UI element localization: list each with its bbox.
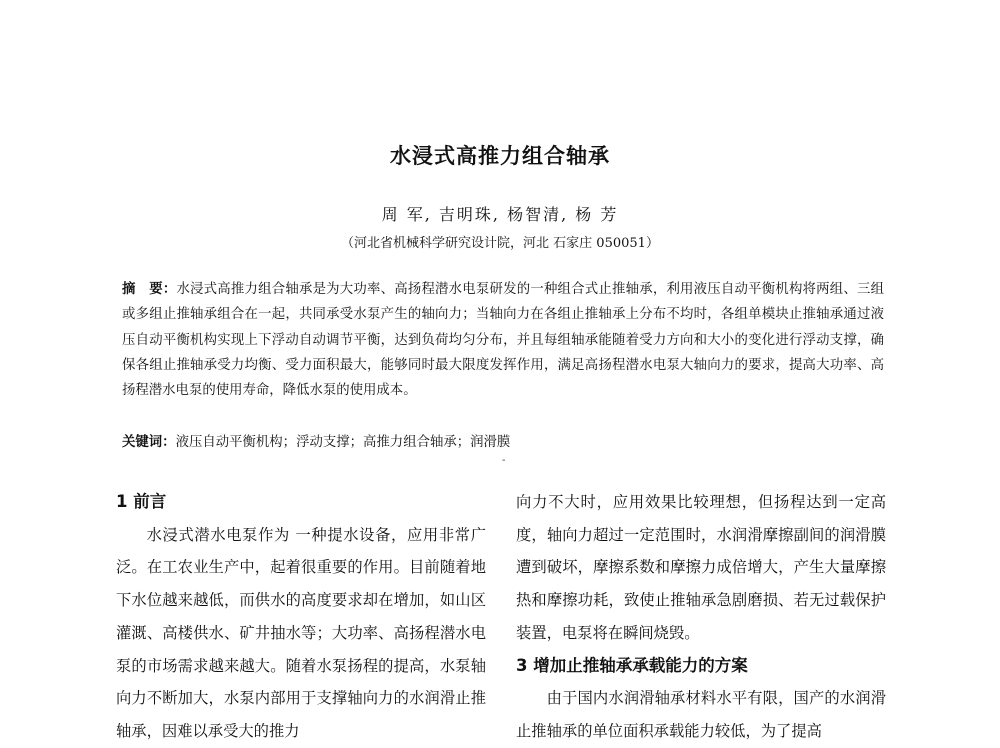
- section-heading-introduction: 1 前言: [116, 492, 167, 511]
- continued-paragraph: 向力不大时，应用效果比较理想，但扬程达到一定高度，轴向力超过一定范围时，水润滑摩擦副间的润滑膜遭到破坏，摩擦系数和摩擦力成倍增大，产生大量摩擦热和摩擦功耗，致使止推轴承急剧磨损、若无过载保护装置，电泵将在瞬间烧毁。: [516, 493, 886, 642]
- introduction-paragraph: 水浸式潜水电泵作为 一种提水设备，应用非常广泛。在工农业生产中，起着很重要的作用。目前随着地下水位越来越低，而供水的高度要求却在增加，如山区灌溉、高楼供水、矿井抽水等；大功率、高扬程潜水电泵的市场需求越来越大。随着水泵扬程的提高，水泵轴向力不断加大，水泵内部用于支撑轴向力的水润滑止推轴承，因难以承受大的推力: [116, 525, 486, 740]
- paper-title: 水浸式高推力组合轴承: [390, 144, 610, 168]
- keywords-label: 关键词：: [122, 435, 176, 450]
- keywords-text: 液压自动平衡机构；浮动支撑；高推力组合轴承；润滑膜: [175, 435, 511, 450]
- right-column: [516, 486, 886, 748]
- author-list: 周 军, 吉明珠, 杨智清, 杨 芳: [381, 205, 619, 224]
- bearing-capacity-paragraph: 由于国内水润滑轴承材料水平有限，国产的水润滑止推轴承的单位面积承载能力较低，为了提高: [516, 689, 886, 740]
- section-heading-bearing-capacity: 3 增加止推轴承承载能力的方案: [516, 655, 748, 675]
- author-affiliation: （河北省机械科学研究设计院，河北 石家庄 050051）: [341, 236, 659, 251]
- abstract-label: 摘 要：: [122, 282, 177, 297]
- keywords-block: [122, 430, 884, 455]
- separator-mark: -: [502, 455, 506, 466]
- abstract-text: 水浸式高推力组合轴承是为大功率、高扬程潜水电泵研发的一种组合式止推轴承，利用液压自动平衡机构将两组、三组或多组止推轴承组合在一起，共同承受水泵产生的轴向力；当轴向力在各组止推轴承上分布不均时，各组单模块止推轴承通过液压自动平衡机构实现上下浮动自动调节平衡，达到负荷均匀分布，并且每组轴承能随着受力方向和大小的变化进行浮动支撑，确保各组止推轴承受力均衡、受力面积最大，能够同时最大限度发挥作用，满足高扬程潜水电泵大轴向力的要求，提高大功率、高扬程潜水电泵的使用寿命，降低水泵的使用成本。: [122, 282, 885, 399]
- left-column: [116, 486, 486, 748]
- abstract-block: [122, 277, 884, 403]
